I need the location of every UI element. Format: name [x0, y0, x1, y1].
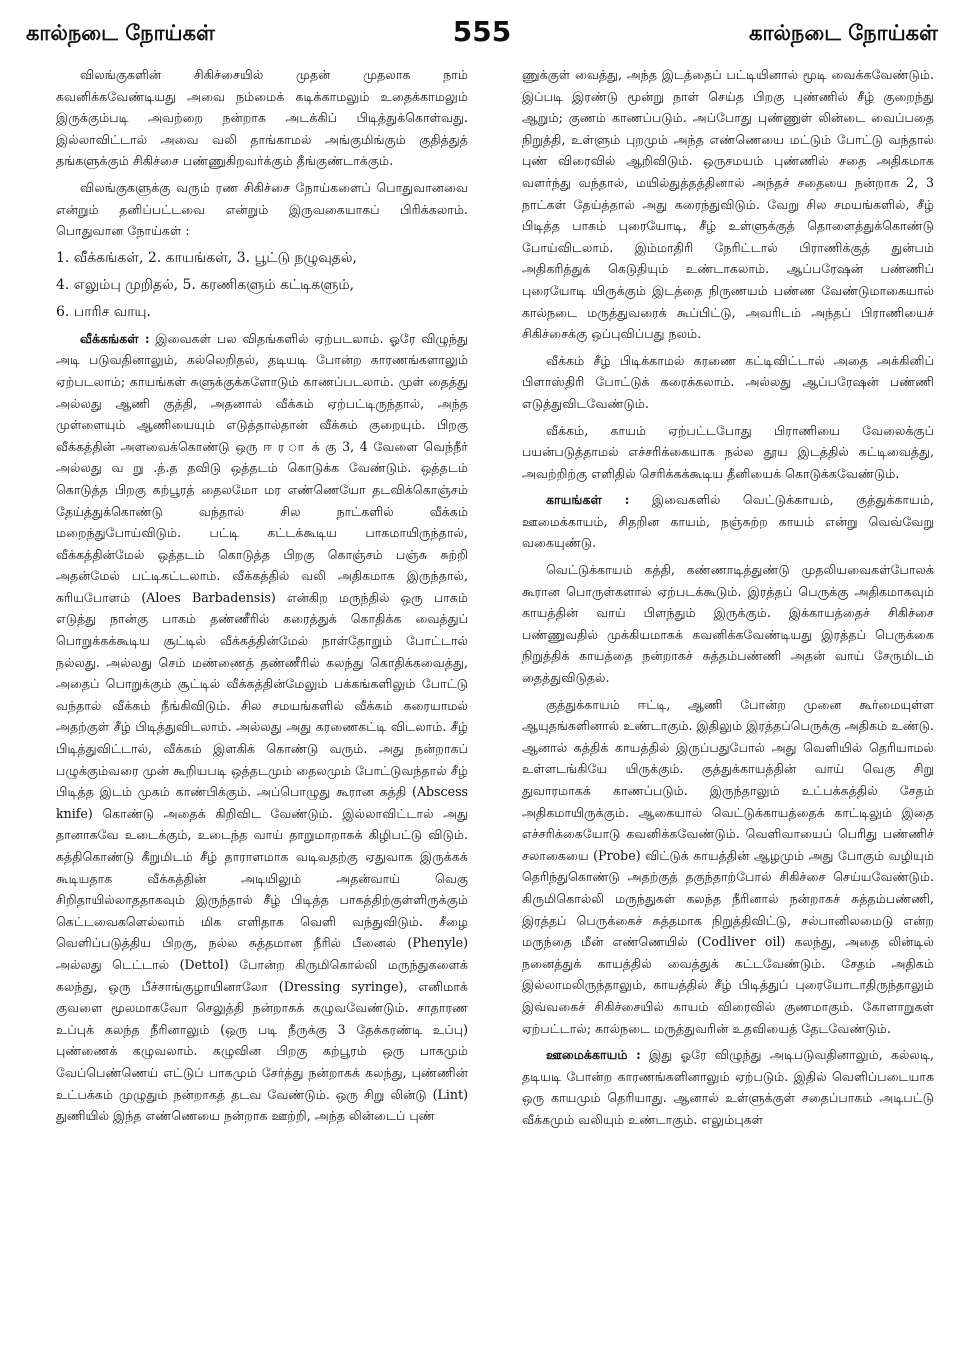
paragraph-wound-care-continued: ணுக்குள் வைத்து, அந்த இடத்தைப் பட்டியினால் மூடி வைக்கவேண்டும். இப்படி இரண்டு மூன்று நாள் செய்த பிறகு புண்ணில் சீழ் குறைந்து ஆறும்; குணம் காணப்படும். அப்போது புண்ணுள் லின்டை வைப்பதை நிறுத்தி, உள்ளும் புறமும் அந்த எண்ணெயை மட்டும் போட்டு வந்தால் புண் விரைவில் ஆறிவிடும். ஒருசமயம் புண்ணில் சதை அதிகமாக வளர்ந்து வந்தால், மயில்துத்தத்தினால் அந்தச் சதையை நன்றாக 2, 3 நாட்கள் தேய்த்தால் அது கரைந்துவிடும். வேறு சில சமயங்களில், சீழ் பிடித்த பாகம் புரையோடி, சீழ் உள்ளுக்குத் தொளைத்துக்கொண்டு போய்விடலாம். இம்மாதிரி நேரிட்டால் பிராணிக்குத் துன்பம் அதிகரித்துக் கெடுதியும் உண்டாகலாம். ஆப்பரேஷன் பண்ணிப் புரையோடி யிருக்கும் இடத்தை நிருணயம் பண்ண வேண்டுமாகையால் கால்நடை மருத்துவரைக் கூப்பிட்டு, அவரிடம் அந்தப் பிராணியைச் சிகிச்சைக்கு ஒப்புவிப்பது நலம். — [522, 67, 934, 342]
paragraph-cut-wound: வெட்டுக்காயம் கத்தி, கண்ணாடித்துண்டு முதலியவைகள்போலக் கூரான பொருள்களால் ஏற்படக்கூடும். இரத்தப் பெருக்கு அதிகமாகவும் காயத்தின் வாய் பிளந்தும் இருக்கும். இக்காயத்தைச் சிகிச்சை பண்ணுவதில் முக்கியமாகக் கவனிக்கவேண்டியது இரத்தப் பெருக்கை நிறுத்திக் காயத்தை நன்றாகச் சுத்தம்பண்ணி அதன் வாய் சேருமிடம் தைத்துவிடுதல். — [522, 562, 934, 686]
right-column — [522, 64, 934, 1350]
term-wounds: காயங்கள் : — [546, 492, 630, 508]
paragraph-swellings — [56, 328, 468, 1127]
disease-list-line-1: 1. வீக்கங்கள், 2. காயங்கள், 3. பூட்டு நழுவுதல், — [56, 249, 357, 266]
paragraph-classification: விலங்குகளுக்கு வரும் ரண சிகிச்சை நோய்களைப் பொதுவானவை என்றும் தனிப்பட்டவை என்றும் இருவகையாகப் பிரிக்கலாம். பொதுவான நோய்கள் : — [56, 179, 468, 239]
text-columns — [56, 64, 934, 1350]
left-column — [56, 64, 468, 1350]
paragraph-hardened-swelling: வீக்கம் சீழ் பிடிக்காமல் கரணை கட்டிவிட்டால் அதை அக்கினிப் பிளாஸ்திரி போட்டுக் கரைக்கலாம். அல்லது ஆப்பரேஷன் பண்ணி எடுத்துவிடவேண்டும். — [522, 352, 934, 411]
page-header — [22, 15, 942, 58]
term-bruise: ஊமைக்காயம் : — [546, 1047, 641, 1063]
disease-list-line-3: 6. பாரிச வாயு. — [56, 303, 151, 320]
disease-list-line-2: 4. எலும்பு முறிதல், 5. கரணிகளும் கட்டிகளும், — [56, 276, 355, 293]
running-head-left: கால்நடை நோய்கள் — [26, 21, 215, 45]
bruise-body: இது ஓரே விழுந்து அடிபடுவதினாலும், கல்லடி, தடியடி போன்ற காரணங்களினாலும் ஏற்படும். இதில் வெளிப்படையாக ஒரு காயமும் தெரியாது. ஆனால் உள்ளுக்குள் சதைப்பாகம் அடிபட்டு வீக்கமும் வலியும் உண்டாகும். எலும்புகள் — [522, 1047, 934, 1127]
page-number: 555 — [452, 15, 512, 48]
wounds-body: இவைகளில் வெட்டுக்காயம், குத்துக்காயம், ஊமைக்காயம், சிதறின காயம், நஞ்சுற்ற காயம் என்று வெவ்வேறு வகையுண்டு. — [522, 492, 934, 551]
paragraph-intro: விலங்குகளின் சிகிச்சையில் முதன் முதலாக நாம் கவனிக்கவேண்டியது அவை நம்மைக் கடிக்காமலும் உதைக்காமலும் இருக்கும்படி அவற்றை நன்றாக அடக்கிப் பிடித்துக்கொள்வது. இல்லாவிட்டால் அவை வலி தாங்காமல் அங்குமிங்கும் குதித்துத் தங்களுக்கும் சிகிச்சை பண்ணுகிறவர்க்கும் தீங்குண்டாக்கும். — [56, 67, 468, 169]
term-swellings: வீக்கங்கள் : — [80, 330, 150, 346]
paragraph-bruise — [522, 1044, 934, 1130]
running-head-right: கால்நடை நோய்கள் — [749, 21, 938, 45]
paragraph-stab-wound: குத்துக்காயம் ஈட்டி, ஆணி போன்ற முனை கூர்மையுள்ள ஆயுதங்களினால் உண்டாகும். இதிலும் இரத்தப்பெருக்கு அதிகம் உண்டு. ஆனால் கத்திக் காயத்தில் இருப்பதுபோல் அது வெளியில் தெரியாமல் உள்ளடங்கியே யிருக்கும். குத்துக்காயத்தின் வாய் வெகு சிறு துவாரமாகக் காணப்படும். இருந்தாலும் உட்பக்கத்தில் சேதம் அதிகமாயிருக்கும். ஆகையால் வெட்டுக்காயத்தைக் காட்டிலும் இதை எச்சரிக்கையோடு கவனிக்கவேண்டும். வெளிவாயைப் பெரிது பண்ணிச் சலாகையை (Probe) விட்டுக் காயத்தின் ஆழமும் அது போகும் வழியும் தெரிந்துகொண்டு அதற்குத் தகுந்தாற்போல் சிகிச்சை செய்யவேண்டும். கிருமிகொல்லி மருந்துகள் கலந்த நீரினால் நன்றாகச் சுத்தம்பண்ணி, இரத்தப் பெருக்கைச் சுத்தமாக நிறுத்திவிட்டு, சல்பானிலமைடு என்ற மருந்தை மீன் எண்ணெயில் (Codliver oil) கலந்து, அதை லின்டில் நனைத்துக் காயத்தில் வைத்துக் கட்டவேண்டும். சேதம் அதிகம் இல்லாமலிருந்தாலும், காயத்தில் சீழ் பிடித்துப் புரையோடாதிருந்தாலும் இவ்வகைச் சிகிச்சையில் காயம் விரைவில் குணமாகும். கோளாறுகள் ஏற்பட்டால்; கால்நடை மருத்துவரின் உதவியைத் தேடவேண்டும். — [522, 696, 934, 1036]
swellings-body: இவைகள் பல விதங்களில் ஏற்படலாம். ஓரே விழுந்து அடி படுவதினாலும், கல்லெறிதல், தடியடி போன்ற காரணங்களாலும் ஏற்படலாம்; காயங்கள் சுளுக்குக்களோடும் காணப்படலாம். முள் தைத்து அல்லது ஆணி குத்தி, அதனால் வீக்கம் ஏற்பட்டிருந்தால், அந்த முள்ளையும் ஆணியையும் எடுத்தால்தான் வீக்கம் குறையும். பிறகு வீக்கத்தின் அளவைக்கொண்டு ஒரு ஈ ர ா க் கு 3, 4 வேளை வெந்நீர் அல்லது வ று .த்.த தவிடு ஒத்தடம் கொடுக்க வேண்டும். ஒத்தடம் கொடுத்த பிறகு கற்பூரத் தைலமோ மர எண்ணெயோ தடவிக்கொஞ்சம் தேய்த்துக்கொண்டு வந்தால் சில நாட்களில் வீக்கம் மறைந்துபோய்விடும். பட்டி கட்டக்கூடிய பாகமாயிருந்தால், வீக்கத்தின்மேல் ஒத்தடம் கொடுத்த பிறகு கொஞ்சம் பஞ்சு சுற்றி அதன்மேல் பட்டிகட்டலாம். வீக்கத்தில் வலி அதிகமாக இருந்தால், கரியபோளம் (Aloes Barbadensis) என்கிற மருந்தில் ஒரு பாகம் எடுத்து நான்கு பாகம் தண்ணீரில் கரைத்துக் கொதிக்க வைத்துப் பொறுக்கக்கூடிய சூட்டில் வீக்கத்தின்மேல் நாள்தோறும் போட்டால் நல்லது. அல்லது செம் மண்ணைத் தண்ணீரில் கலந்து கொதிக்கவைத்து, அதைப் பொறுக்கும் சூட்டில் வீக்கத்தின்மேலும் பக்கங்களிலும் போட்டு வந்தால் வீக்கம் நீங்கிவிடும். சில சமயங்களில் வீக்கம் கரையாமல் அதற்குள் சீழ் பிடித்துவிடலாம். அல்லது அது கரணைகட்டி விடலாம். சீழ் பிடித்துவிட்டால், வீக்கம் இளகிக் கொண்டு வரும். அது நன்றாகப் பழுக்கும்வரை முன் கூறியபடி ஒத்தடமும் தைலமும் போட்டுவந்தால் சீழ் பிடித்த இடம் முகம் காண்பிக்கும். அப்பொழுது கூரான கத்தி (Abscess knife) கொண்டு அதைக் கிறிவிட வேண்டும். இல்லாவிட்டால் அது தானாகவே உடைக்கும், உடைந்த வாய் தாறுமாறாகக் கிழிபட்டு விடும். கத்திகொண்டு கீறுமிடம் சீழ் தாராளமாக வடிவதற்கு ஏதுவாக இருக்கக் கூடியதாக வீக்கத்தின் அடியிலும் அதன்வாய் வெகு சிறிதாயில்லாததாகவும் இருந்தால் சீழ் பிடித்த பாகத்திற்குள்ளிருக்கும் கெட்டவைகளெல்லாம் மிக எளிதாக வெளி வந்துவிடும். சீழை வெளிப்படுத்திய பிறகு, நல்ல சுத்தமான நீரில் பீனைல் (Phenyle) அல்லது டெட்டால் (Dettol) போன்ற கிருமிகொல்லி மருந்துகளைக் கலந்து, ஒரு பீச்சாங்குழாயினாலோ (Dressing syringe), எனிமாக் குவளை மூலமாகவோ செலுத்தி நன்றாகக் கழுவவேண்டும். சாதாரண உப்புக் கலந்த நீரினாலும் (ஒரு படி நீருக்கு 3 தேக்கரண்டி உப்பு) புண்ணைக் கழுவலாம். கழுவின பிறகு கற்பூரம் ஒரு பாகமும் வேப்பெண்ணெய் எட்டுப் பாகமும் சேர்த்து நன்றாகக் கலந்து, புண்ணின் உட்பக்கம் முழுதும் நன்றாகத் தடவ வேண்டும். ஒரு சிறு லின்டு (Lint) துணியில் இந்த எண்ணெயை நன்றாக ஊற்றி, அந்த லின்டைப் புண் — [56, 330, 468, 1124]
paragraph-wounds — [522, 489, 934, 554]
paragraph-rest-advice: வீக்கம், காயம் ஏற்பட்டபோது பிராணியை வேலைக்குப் பயன்படுத்தாமல் எச்சரிக்கையாக நல்ல தூய இடத்தில் கட்டிவைத்து, அவற்றிற்கு எளிதில் செரிக்கக்கூடிய தீனியைக் கொடுக்கவேண்டும். — [522, 422, 934, 481]
